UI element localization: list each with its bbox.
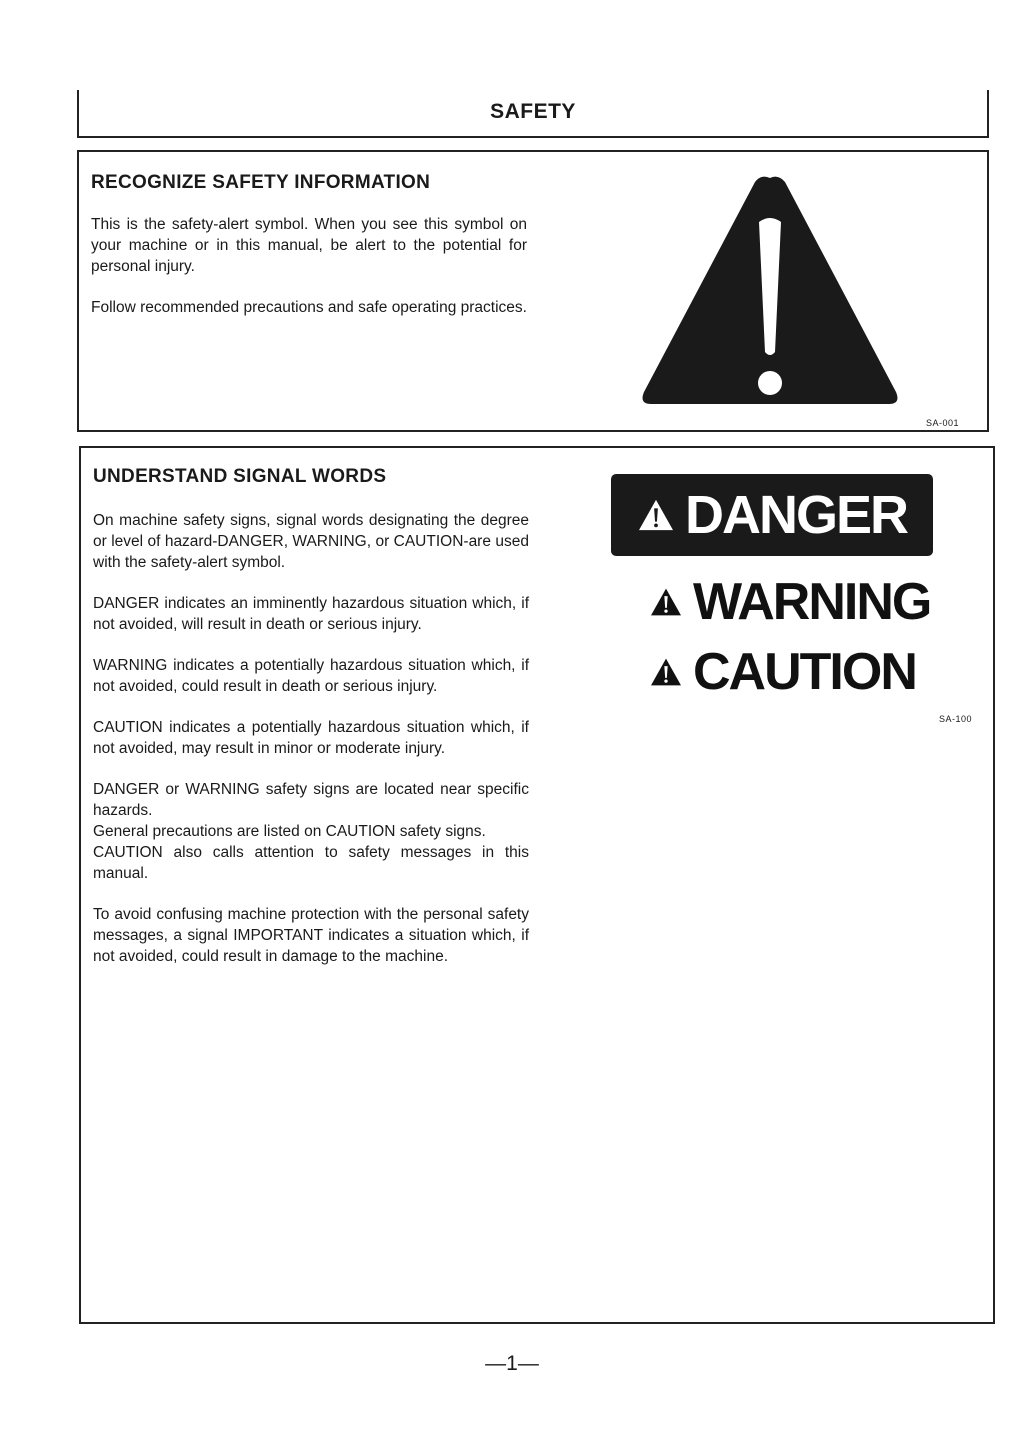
page-number: —1— bbox=[485, 1352, 539, 1375]
paragraph: CAUTION indicates a potentially hazardous situation which, if not avoided, may result in minor or moderate injury. bbox=[93, 719, 529, 757]
paragraph: CAUTION also calls attention to safety messages in this manual. bbox=[93, 844, 529, 882]
safety-alert-icon bbox=[637, 498, 675, 532]
caution-label: CAUTION bbox=[693, 643, 916, 701]
danger-label: DANGER bbox=[684, 485, 907, 545]
page-title: SAFETY bbox=[490, 100, 576, 123]
figure-reference: SA-100 bbox=[939, 714, 973, 724]
paragraph: DANGER or WARNING safety signs are located near specific hazards. bbox=[93, 781, 529, 819]
safety-alert-icon bbox=[649, 657, 683, 687]
section-text bbox=[91, 214, 527, 338]
caution-sign bbox=[649, 642, 916, 702]
paragraph: This is the safety-alert symbol. When you see this symbol on your machine or in this manual, be alert to the potential for personal injury. bbox=[91, 216, 527, 275]
section-understand-signal-words bbox=[79, 446, 995, 1324]
warning-sign bbox=[649, 572, 930, 632]
paragraph: DANGER indicates an imminently hazardous situation which, if not avoided, will result in death or serious injury. bbox=[93, 595, 529, 633]
section-title: RECOGNIZE SAFETY INFORMATION bbox=[91, 172, 431, 193]
section-text bbox=[93, 510, 529, 987]
section-recognize-safety-information bbox=[77, 150, 989, 432]
paragraph: General precautions are listed on CAUTION safety signs. bbox=[93, 823, 486, 840]
safety-alert-icon bbox=[639, 170, 901, 412]
danger-sign bbox=[611, 474, 933, 556]
safety-alert-icon bbox=[649, 587, 683, 617]
paragraph: On machine safety signs, signal words designating the degree or level of hazard-DANGER, WARNING, or CAUTION-are used with the safety-alert symbol. bbox=[93, 512, 529, 571]
paragraph: To avoid confusing machine protection with the personal safety messages, a signal IMPORTANT indicates a situation which, if not avoided, could result in damage to the machine. bbox=[93, 906, 529, 965]
paragraph: Follow recommended precautions and safe operating practices. bbox=[91, 299, 527, 316]
warning-label: WARNING bbox=[693, 573, 931, 631]
paragraph: WARNING indicates a potentially hazardous situation which, if not avoided, could result in death or serious injury. bbox=[93, 657, 529, 695]
figure-reference: SA-001 bbox=[925, 418, 959, 428]
page-header bbox=[77, 90, 989, 138]
section-title: UNDERSTAND SIGNAL WORDS bbox=[93, 466, 387, 487]
